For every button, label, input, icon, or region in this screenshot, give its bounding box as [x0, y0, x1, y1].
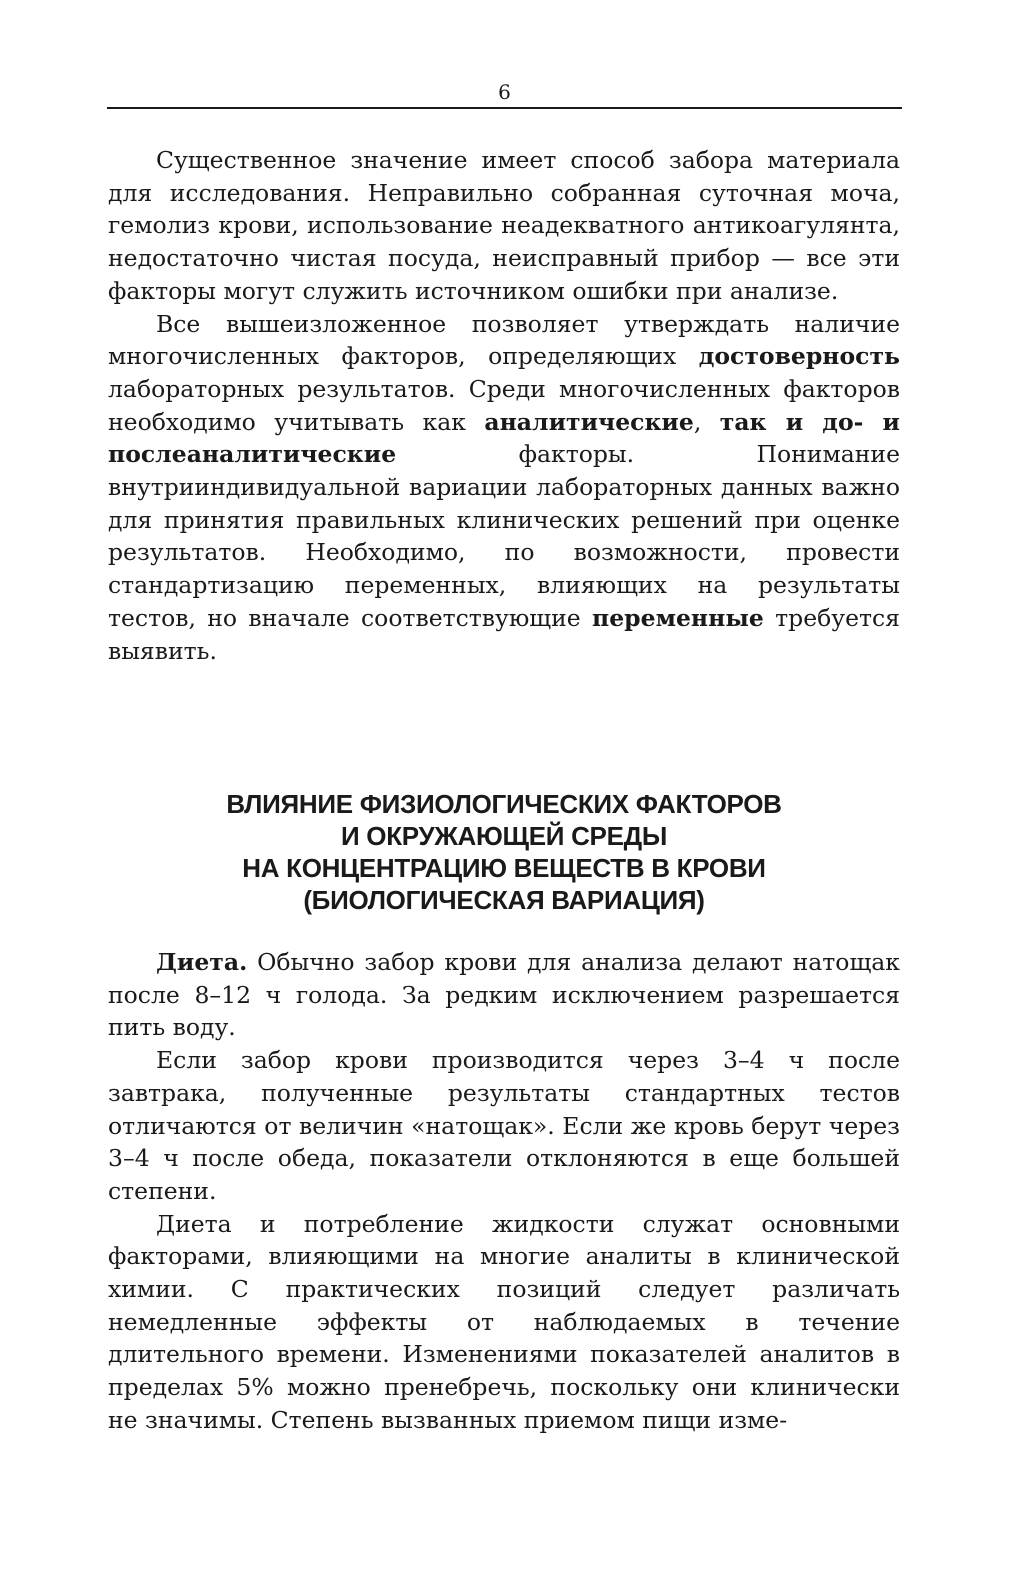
heading-line-2: И ОКРУЖАЮЩЕЙ СРЕДЫ: [340, 821, 668, 851]
bold-term: Диета.: [156, 948, 248, 976]
header-rule: [107, 107, 902, 109]
paragraph: Все вышеизложенное позволяет утверждать наличие многочисленных факторов, определяющих достоверность лабораторных результатов. Среди многочисленных факторов необходимо учитывать как аналитические, так и до- и послеаналитические факторы. Понимание внутрииндивидуальной вариации лабораторных данных важно для принятия правильных клинических решений при оценке результатов. Необходимо, по возможности, провести стандартизацию переменных, влияющих на результаты тестов, но вначале соответствующие переменные требуется выявить.: [108, 309, 900, 665]
heading-line-4: (БИОЛОГИЧЕСКАЯ ВАРИАЦИЯ): [303, 885, 705, 915]
section-2-text: [108, 946, 900, 1437]
paragraph: Существенное значение имеет способ забора материала для исследования. Неправильно собранная суточная моча, гемолиз крови, использование неадекватного антикоагулянта, недостаточно чистая посуда, неисправный прибор — все эти факторы могут служить источником ошибки при анализе.: [108, 146, 900, 305]
heading-line-3: НА КОНЦЕНТРАЦИЮ ВЕЩЕСТВ В КРОВИ: [242, 853, 766, 883]
bold-term: переменные: [592, 603, 764, 632]
section-heading: [108, 788, 900, 916]
bold-term: так и до- и послеаналитические: [108, 407, 900, 469]
paragraph: Если забор крови производится через 3–4 ч после завтрака, полученные результаты стандартных тестов отличаются от величин «натощак». Если же кровь берут через 3–4 ч после обеда, показатели отклоняются в еще большей степени.: [108, 1046, 900, 1205]
bold-term: аналитические: [484, 407, 694, 436]
paragraph: Диета. Обычно забор крови для анализа делают натощак после 8–12 ч голода. За редким исключением разрешается пить воду.: [108, 948, 900, 1042]
section-1-text: [108, 144, 900, 667]
page-number: 6: [498, 80, 511, 104]
paragraph: Диета и потребление жидкости служат основными факторами, влияющими на многие аналиты в клинической химии. С практических позиций следует различать немедленные эффекты от наблюдаемых в течение длительного времени. Изменениями показателей аналитов в пределах 5% можно пренебречь, поскольку они клинически не значимы. Степень вызванных приемом пищи изме-: [108, 1209, 900, 1434]
bold-term: достоверность: [698, 342, 900, 371]
heading-line-1: ВЛИЯНИЕ ФИЗИОЛОГИЧЕСКИХ ФАКТОРОВ: [226, 789, 782, 819]
